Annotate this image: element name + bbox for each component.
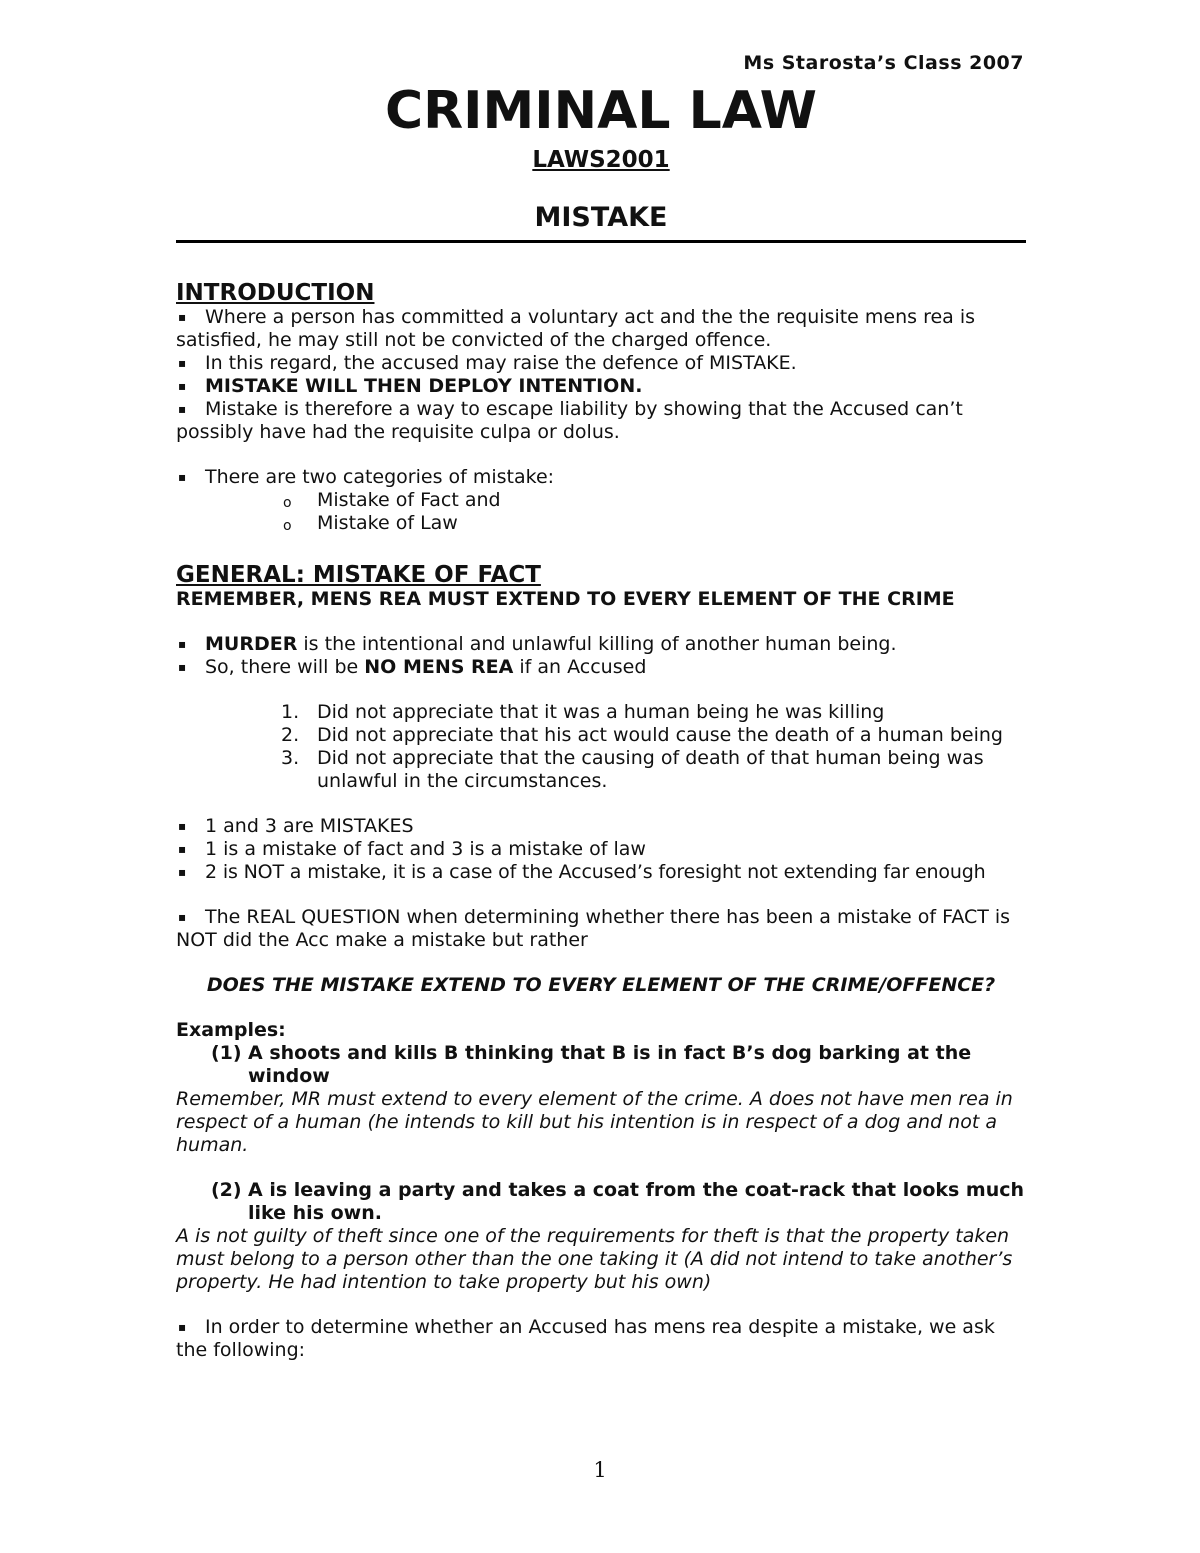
bullet-icon: ▪ [178, 865, 186, 879]
key-question: DOES THE MISTAKE EXTEND TO EVERY ELEMENT OF THE CRIME/OFFENCE? [206, 974, 996, 996]
intro-bullet-2: ▪ In this regard, the accused may raise the defence of MISTAKE. [178, 352, 797, 374]
general-heading: GENERAL: MISTAKE OF FACT [176, 562, 541, 588]
general-subheading: REMEMBER, MENS REA MUST EXTEND TO EVERY ELEMENT OF THE CRIME [176, 588, 955, 610]
sub-bullet-icon: o [283, 518, 292, 534]
bullet-icon: ▪ [178, 660, 187, 674]
bullet-icon: ▪ [178, 470, 187, 484]
title-rule [176, 240, 1026, 243]
category-item: o Mistake of Fact and [176, 489, 1026, 512]
example-2: (2) A is leaving a party and takes a coat from the coat-rack that looks much like his own. [211, 1179, 1025, 1224]
note-bullet: ▪ 1 and 3 are MISTAKES [178, 815, 414, 837]
bullet-icon: ▪ [178, 819, 187, 833]
mens-rea-bullet: ▪ So, there will be NO MENS REA if an Accused [178, 656, 647, 678]
numbered-item: 3. Did not appreciate that the causing of death of that human being was unlawful in the circumstances. [281, 747, 984, 792]
murder-bullet: ▪ MURDER is the intentional and unlawful killing of another human being. [178, 633, 897, 655]
note-bullet: ▪ 1 is a mistake of fact and 3 is a mistake of law [178, 838, 646, 860]
final-bullet: ▪ In order to determine whether an Accused has mens rea despite a mistake, we ask the following: [176, 1316, 995, 1361]
page-number: 1 [593, 1458, 607, 1482]
topic-title: MISTAKE [534, 202, 668, 233]
examples-label: Examples: [176, 1019, 286, 1041]
note-bullet: ▪ 2 is NOT a mistake, it is a case of the Accused’s foresight not extending far enough [178, 861, 986, 883]
introduction-heading: INTRODUCTION [176, 280, 375, 306]
bullet-icon: ▪ [178, 402, 187, 416]
bullet-icon: ▪ [178, 842, 187, 856]
numbered-item: 2. Did not appreciate that his act would cause the death of a human being [281, 724, 1003, 746]
category-item: o Mistake of Law [176, 512, 1026, 535]
intro-bullet-3: ▪ MISTAKE WILL THEN DEPLOY INTENTION. [178, 375, 643, 397]
numbered-item: 1. Did not appreciate that it was a human being he was killing [281, 701, 885, 723]
bullet-icon: ▪ [178, 356, 187, 370]
bullet-icon: ▪ [178, 310, 187, 324]
intro-bullet-5: ▪ There are two categories of mistake: [178, 466, 555, 488]
course-code: LAWS2001 [532, 147, 670, 173]
bullet-icon: ▪ [178, 637, 187, 651]
page-title: CRIMINAL LAW [384, 81, 818, 141]
document-page [176, 52, 1026, 1362]
intro-bullet-4: ▪ Mistake is therefore a way to escape liability by showing that the Accused can’t possibly have had the requisite culpa or dolus. [176, 398, 963, 443]
class-note: Ms Starosta’s Class 2007 [743, 52, 1024, 74]
sub-bullet-icon: o [283, 495, 292, 511]
example-2-note: A is not guilty of theft since one of the requirements for theft is that the property taken must belong to a person other than the one taking it (A did not intend to take another’s property. He had intention to take property but his own) [176, 1225, 1013, 1293]
example-1-note: Remember, MR must extend to every element of the crime. A does not have men rea in respect of a human (he intends to kill but his intention is in respect of a dog and not a human. [176, 1088, 1013, 1156]
bullet-icon: ▪ [178, 1320, 187, 1334]
example-1: (1) A shoots and kills B thinking that B is in fact B’s dog barking at the window [211, 1042, 972, 1087]
bullet-icon: ▪ [178, 910, 187, 924]
real-question-bullet: ▪ The REAL QUESTION when determining whether there has been a mistake of FACT is NOT did the Acc make a mistake but rather [176, 906, 1011, 951]
intro-bullet-1: ▪ Where a person has committed a voluntary act and the the requisite mens rea is satisfied, he may still not be convicted of the charged offence. [176, 306, 976, 351]
bullet-icon: ▪ [178, 379, 187, 393]
